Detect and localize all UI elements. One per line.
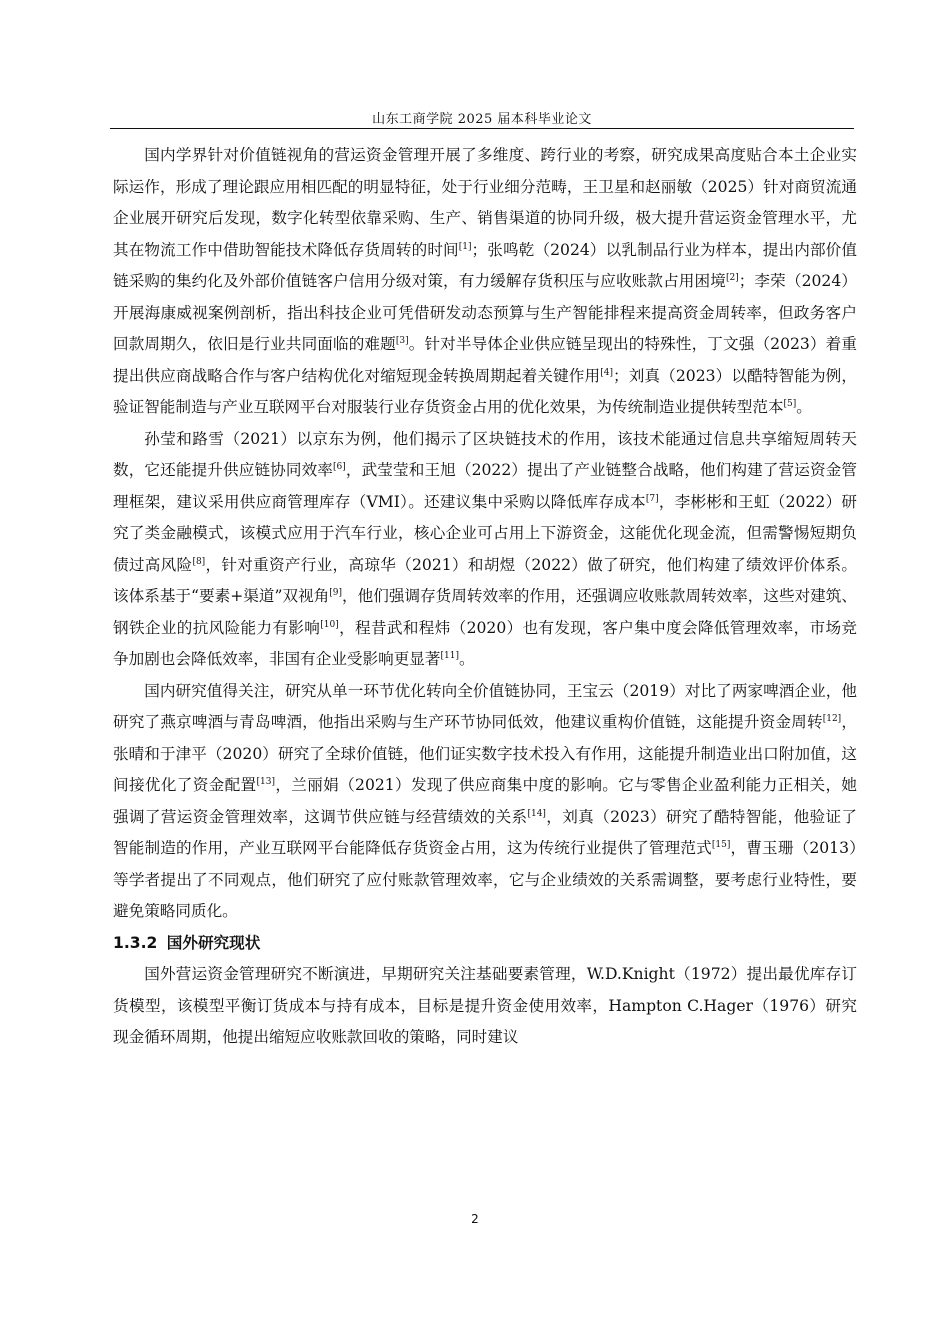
text-run: 孙莹和路雪（2021）以京东为例，他们揭示了区块链技术的作用，该技术能通过信息共享缩短周转天数，它还能提升供应链协同效率: [113, 429, 857, 479]
paragraph-2: [113, 424, 857, 676]
paragraph-1: [113, 140, 857, 424]
text-run: 。针对半导体企业供应链呈现出的特殊性，丁文强（2023）着重提出供应商战略合作与客户结构优化对缩短现金转换周期起着关键作用: [113, 335, 857, 385]
citation-ref: [2]: [725, 272, 739, 283]
citation-ref: [13]: [256, 776, 275, 787]
text-run: 国内研究值得关注，研究从单一环节优化转向全价值链协同，王宝云（2019）对比了两家啤酒企业，他研究了燕京啤酒与青岛啤酒，他指出采购与生产环节协同低效，他建议重构价值链，这能提升资金周转: [113, 681, 857, 731]
citation-ref: [3]: [395, 335, 409, 346]
citation-ref: [6]: [333, 461, 346, 472]
paragraph-4: [113, 959, 857, 1054]
header-rule: [110, 128, 854, 129]
citation-ref: [5]: [783, 398, 797, 409]
section-title: 国外研究现状: [166, 933, 261, 952]
text-run: 国外营运资金管理研究不断演进，早期研究关注基础要素管理，W.D.Knight（1972）提出最优库存订货模型，该模型平衡订货成本与持有成本，目标是提升资金使用效率，Hampton C.Hager（1976）研究现金循环周期，他提出缩短应收账款回收的策略，同时建议: [113, 965, 857, 1046]
text-run: ；张鸣乾（2024）以乳制品行业为样本，提出内部价值链采购的集约化及外部价值链客户信用分级对策，有力缓解存货积压与应收账款占用困境: [113, 240, 857, 290]
text-run: ，刘真（2023）研究了酷特智能，他验证了智能制造的作用，产业互联网平台能降低存货资金占用，这为传统行业提供了管理范式: [113, 807, 857, 857]
citation-ref: [1]: [458, 241, 472, 252]
text-run: ，李彬彬和王虹（2022）研究了类金融模式，该模式应用于汽车行业，核心企业可占用上下游资金，这能优化现金流，但需警惕短期负债过高风险: [113, 492, 858, 574]
citation-ref: [12]: [822, 713, 842, 724]
citation-ref: [11]: [440, 650, 459, 661]
text-run: ；刘真（2023）以酷特智能为例，验证智能制造与产业互联网平台对服装行业存货资金占用的优化效果，为传统制造业提供转型范本: [113, 366, 857, 416]
running-header: 山东工商学院 2025 届本科毕业论文: [372, 112, 592, 127]
text-run: 。: [796, 398, 812, 416]
text-run: ，针对重资产行业，高琼华（2021）和胡煜（2022）做了研究，他们构建了绩效评价体系。该体系基于“要素+渠道”双视角: [113, 555, 857, 605]
text-run: ，张晴和于津平（2020）研究了全球价值链，他们证实数字技术投入有作用，这能提升制造业出口附加值，这间接优化了资金配置: [113, 713, 857, 794]
paragraph-3: [113, 676, 857, 928]
section-heading: [113, 928, 857, 960]
citation-ref: [4]: [600, 367, 613, 378]
citation-ref: [15]: [711, 839, 731, 850]
page-number: 2: [471, 1212, 479, 1226]
citation-ref: [9]: [329, 587, 343, 598]
citation-ref: [8]: [192, 556, 206, 567]
text-run: 。: [458, 650, 475, 668]
text-run: ，他们强调存货周转效率的作用，还强调应收账款周转效率，这些对建筑、钢铁企业的抗风险能力有影响: [113, 587, 857, 637]
section-number: 1.3.2: [113, 933, 158, 952]
citation-ref: [7]: [645, 493, 659, 504]
text-run: 国内学界针对价值链视角的营运资金管理开展了多维度、跨行业的考察，研究成果高度贴合本土企业实际运作，形成了理论跟应用相匹配的明显特征，处于行业细分范畴，王卫星和赵丽敏（2025）针对商贸流通企业展开研究后发现，数字化转型依靠采购、生产、销售渠道的协同升级，极大提升营运资金管理水平，尤其在物流工作中借助智能技术降低存货周转的时间: [113, 146, 857, 259]
document-body: [113, 140, 857, 1054]
text-run: ；李荣（2024）开展海康威视案例剖析，指出科技企业可凭借研发动态预算与生产智能排程来提高资金周转率，但政务客户回款周期久，依旧是行业共同面临的难题: [113, 272, 857, 353]
citation-ref: [14]: [527, 808, 546, 819]
text-run: ，曹玉珊（2013）等学者提出了不同观点，他们研究了应付账款管理效率，它与企业绩效的关系需调整，要考虑行业特性，要避免策略同质化。: [113, 839, 857, 920]
citation-ref: [10]: [320, 619, 339, 630]
text-run: ，兰丽娟（2021）发现了供应商集中度的影响。它与零售企业盈利能力正相关，她强调了营运资金管理效率，这调节供应链与经营绩效的关系: [113, 776, 857, 826]
text-run: ，程昔武和程炜（2020）也有发现，客户集中度会降低管理效率，市场竞争加剧也会降低效率，非国有企业受影响更显著: [113, 618, 857, 668]
text-run: ，武莹莹和王旭（2022）提出了产业链整合战略，他们构建了营运资金管理框架，建议采用供应商管理库存（VMI）。还建议集中采购以降低库存成本: [113, 461, 857, 511]
